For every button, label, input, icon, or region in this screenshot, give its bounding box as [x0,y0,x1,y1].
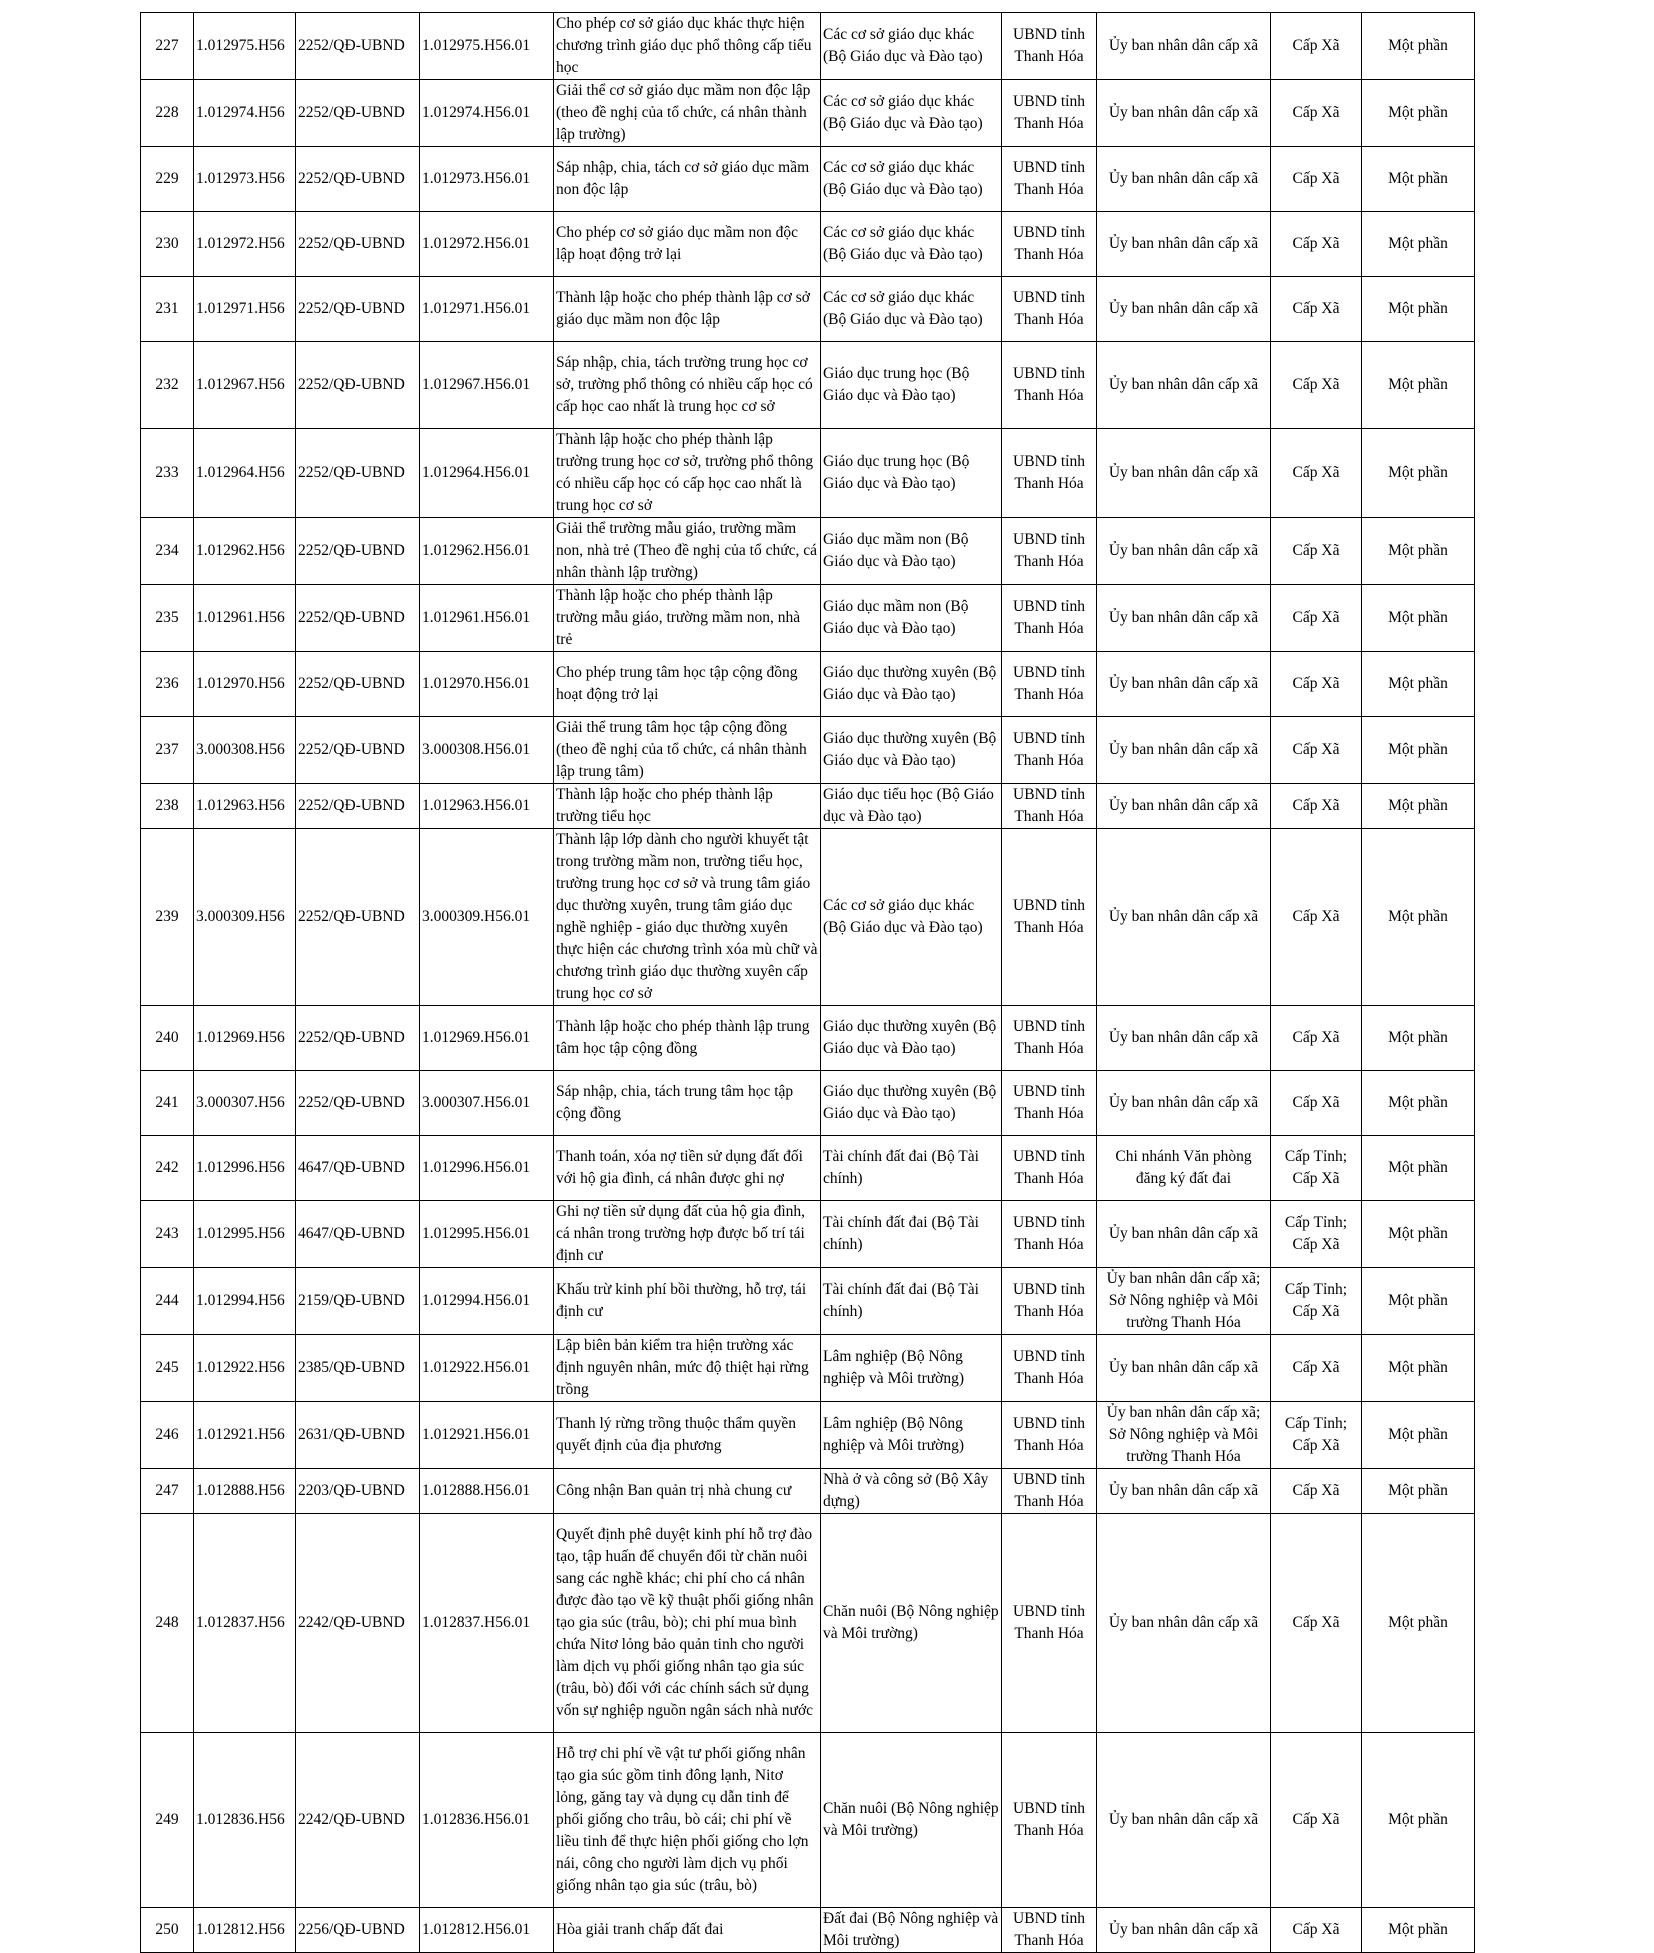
table-row [141,717,1475,784]
cell-agency: Ủy ban nhân dân cấp xã [1097,652,1271,717]
cell-agency: Ủy ban nhân dân cấp xã [1097,1201,1271,1268]
cell-procedure-name: Giải thể trung tâm học tập cộng đồng (theo đề nghị của tổ chức, cá nhân thành lập trung tâm) [554,717,821,784]
cell-stt: 227 [141,13,194,80]
procedure-table [140,12,1475,1953]
table-row [141,1402,1475,1469]
cell-authority: UBND tỉnh Thanh Hóa [1002,784,1097,829]
cell-procedure-name: Quyết định phê duyệt kinh phí hỗ trợ đào tạo, tập huấn để chuyển đổi từ chăn nuôi sang các nghề khác; chi phí cho cá nhân được đào tạo về kỹ thuật phối giống nhân tạo gia súc (trâu, bò); chi phí mua bình chứa Nitơ lỏng bảo quản tinh cho người làm dịch vụ phối giống nhân tạo gia súc (trâu, bò) đối với các chính sách sử dụng vốn sự nghiệp nguồn ngân sách nhà nước [554,1514,821,1733]
cell-decision-number: 2252/QĐ-UBND [296,277,420,342]
cell-decision-number: 2252/QĐ-UBND [296,717,420,784]
cell-field: Giáo dục trung học (Bộ Giáo dục và Đào tạo) [821,429,1002,518]
cell-field: Giáo dục trung học (Bộ Giáo dục và Đào tạo) [821,342,1002,429]
cell-service-mode: Một phần [1362,429,1475,518]
table-row [141,1335,1475,1402]
cell-decision-number: 4647/QĐ-UBND [296,1136,420,1201]
cell-decision-number: 2252/QĐ-UBND [296,1006,420,1071]
cell-service-mode: Một phần [1362,342,1475,429]
cell-authority: UBND tỉnh Thanh Hóa [1002,585,1097,652]
cell-level: Cấp Xã [1271,212,1362,277]
cell-stt: 239 [141,829,194,1006]
cell-procedure-subcode: 1.012969.H56.01 [420,1006,554,1071]
cell-procedure-name: Thanh lý rừng trồng thuộc thẩm quyền quyết định của địa phương [554,1402,821,1469]
cell-service-mode: Một phần [1362,1733,1475,1908]
table-row [141,1514,1475,1733]
cell-service-mode: Một phần [1362,147,1475,212]
cell-service-mode: Một phần [1362,784,1475,829]
cell-field: Các cơ sở giáo dục khác (Bộ Giáo dục và Đào tạo) [821,829,1002,1006]
table-row [141,212,1475,277]
cell-field: Chăn nuôi (Bộ Nông nghiệp và Môi trường) [821,1514,1002,1733]
cell-authority: UBND tỉnh Thanh Hóa [1002,1006,1097,1071]
cell-procedure-name: Sáp nhập, chia, tách trung tâm học tập cộng đồng [554,1071,821,1136]
cell-stt: 232 [141,342,194,429]
cell-level: Cấp Xã [1271,1733,1362,1908]
cell-procedure-code: 1.012995.H56 [194,1201,296,1268]
cell-decision-number: 2252/QĐ-UBND [296,829,420,1006]
cell-level: Cấp Xã [1271,1514,1362,1733]
cell-procedure-code: 1.012996.H56 [194,1136,296,1201]
cell-field: Tài chính đất đai (Bộ Tài chính) [821,1268,1002,1335]
cell-authority: UBND tỉnh Thanh Hóa [1002,829,1097,1006]
table-row [141,1469,1475,1514]
cell-agency: Ủy ban nhân dân cấp xã; Sở Nông nghiệp và Môi trường Thanh Hóa [1097,1268,1271,1335]
cell-procedure-code: 3.000307.H56 [194,1071,296,1136]
table-row [141,13,1475,80]
cell-service-mode: Một phần [1362,1136,1475,1201]
table-row [141,829,1475,1006]
cell-procedure-name: Sáp nhập, chia, tách cơ sở giáo dục mầm non độc lập [554,147,821,212]
cell-stt: 236 [141,652,194,717]
cell-field: Tài chính đất đai (Bộ Tài chính) [821,1201,1002,1268]
table-row [141,1268,1475,1335]
cell-procedure-name: Thanh toán, xóa nợ tiền sử dụng đất đối với hộ gia đình, cá nhân được ghi nợ [554,1136,821,1201]
cell-procedure-name: Thành lập hoặc cho phép thành lập cơ sở giáo dục mầm non độc lập [554,277,821,342]
cell-procedure-subcode: 3.000308.H56.01 [420,717,554,784]
cell-procedure-name: Sáp nhập, chia, tách trường trung học cơ sở, trường phổ thông có nhiều cấp học có cấp học cao nhất là trung học cơ sở [554,342,821,429]
cell-decision-number: 2252/QĐ-UBND [296,585,420,652]
cell-procedure-name: Giải thể trường mẫu giáo, trường mầm non, nhà trẻ (Theo đề nghị của tổ chức, cá nhân thành lập trường) [554,518,821,585]
cell-authority: UBND tỉnh Thanh Hóa [1002,13,1097,80]
cell-field: Giáo dục thường xuyên (Bộ Giáo dục và Đào tạo) [821,1006,1002,1071]
cell-decision-number: 2252/QĐ-UBND [296,80,420,147]
cell-stt: 237 [141,717,194,784]
cell-agency: Ủy ban nhân dân cấp xã [1097,1071,1271,1136]
cell-decision-number: 2252/QĐ-UBND [296,212,420,277]
table-row [141,277,1475,342]
cell-service-mode: Một phần [1362,212,1475,277]
cell-field: Đất đai (Bộ Nông nghiệp và Môi trường) [821,1908,1002,1953]
cell-procedure-code: 1.012972.H56 [194,212,296,277]
cell-procedure-subcode: 1.012961.H56.01 [420,585,554,652]
cell-service-mode: Một phần [1362,13,1475,80]
cell-procedure-name: Khấu trừ kinh phí bồi thường, hỗ trợ, tái định cư [554,1268,821,1335]
cell-procedure-name: Cho phép cơ sở giáo dục khác thực hiện chương trình giáo dục phổ thông cấp tiểu học [554,13,821,80]
cell-service-mode: Một phần [1362,585,1475,652]
cell-procedure-code: 3.000309.H56 [194,829,296,1006]
cell-agency: Ủy ban nhân dân cấp xã [1097,717,1271,784]
cell-procedure-code: 1.012962.H56 [194,518,296,585]
cell-stt: 231 [141,277,194,342]
cell-field: Các cơ sở giáo dục khác (Bộ Giáo dục và Đào tạo) [821,277,1002,342]
cell-procedure-code: 1.012974.H56 [194,80,296,147]
cell-agency: Ủy ban nhân dân cấp xã [1097,1733,1271,1908]
cell-procedure-name: Hỗ trợ chi phí về vật tư phối giống nhân tạo gia súc gồm tinh đông lạnh, Nitơ lỏng, găng tay và dụng cụ dẫn tinh để phối giống cho trâu, bò cái; chi phí về liều tinh để thực hiện phối giống cho lợn nái, công cho người làm dịch vụ phối giống nhân tạo gia súc (trâu, bò) [554,1733,821,1908]
cell-decision-number: 2203/QĐ-UBND [296,1469,420,1514]
cell-level: Cấp Xã [1271,1335,1362,1402]
cell-stt: 242 [141,1136,194,1201]
cell-decision-number: 4647/QĐ-UBND [296,1201,420,1268]
cell-procedure-code: 1.012837.H56 [194,1514,296,1733]
cell-agency: Ủy ban nhân dân cấp xã [1097,1335,1271,1402]
cell-agency: Ủy ban nhân dân cấp xã; Sở Nông nghiệp và Môi trường Thanh Hóa [1097,1402,1271,1469]
cell-level: Cấp Tỉnh; Cấp Xã [1271,1402,1362,1469]
cell-procedure-code: 1.012812.H56 [194,1908,296,1953]
cell-procedure-subcode: 1.012812.H56.01 [420,1908,554,1953]
cell-level: Cấp Xã [1271,13,1362,80]
cell-authority: UBND tỉnh Thanh Hóa [1002,652,1097,717]
cell-level: Cấp Tỉnh; Cấp Xã [1271,1136,1362,1201]
table-row [141,1908,1475,1953]
cell-decision-number: 2242/QĐ-UBND [296,1733,420,1908]
cell-procedure-subcode: 1.012962.H56.01 [420,518,554,585]
table-row [141,1136,1475,1201]
cell-stt: 247 [141,1469,194,1514]
cell-level: Cấp Xã [1271,80,1362,147]
cell-agency: Ủy ban nhân dân cấp xã [1097,784,1271,829]
cell-agency: Ủy ban nhân dân cấp xã [1097,585,1271,652]
cell-stt: 228 [141,80,194,147]
cell-service-mode: Một phần [1362,1469,1475,1514]
cell-authority: UBND tỉnh Thanh Hóa [1002,1268,1097,1335]
cell-procedure-subcode: 1.012837.H56.01 [420,1514,554,1733]
cell-procedure-code: 1.012964.H56 [194,429,296,518]
cell-level: Cấp Xã [1271,342,1362,429]
cell-procedure-name: Cho phép trung tâm học tập cộng đồng hoạt động trở lại [554,652,821,717]
cell-procedure-code: 1.012921.H56 [194,1402,296,1469]
cell-service-mode: Một phần [1362,717,1475,784]
cell-service-mode: Một phần [1362,80,1475,147]
cell-procedure-code: 1.012969.H56 [194,1006,296,1071]
table-row [141,1201,1475,1268]
cell-authority: UBND tỉnh Thanh Hóa [1002,277,1097,342]
cell-service-mode: Một phần [1362,1071,1475,1136]
cell-agency: Ủy ban nhân dân cấp xã [1097,1514,1271,1733]
cell-service-mode: Một phần [1362,1402,1475,1469]
cell-agency: Chi nhánh Văn phòng đăng ký đất đai [1097,1136,1271,1201]
cell-decision-number: 2631/QĐ-UBND [296,1402,420,1469]
cell-procedure-name: Công nhận Ban quản trị nhà chung cư [554,1469,821,1514]
cell-decision-number: 2252/QĐ-UBND [296,518,420,585]
table-row [141,1733,1475,1908]
cell-agency: Ủy ban nhân dân cấp xã [1097,147,1271,212]
cell-authority: UBND tỉnh Thanh Hóa [1002,1335,1097,1402]
cell-stt: 241 [141,1071,194,1136]
cell-agency: Ủy ban nhân dân cấp xã [1097,429,1271,518]
cell-authority: UBND tỉnh Thanh Hóa [1002,1136,1097,1201]
cell-decision-number: 2159/QĐ-UBND [296,1268,420,1335]
cell-service-mode: Một phần [1362,1908,1475,1953]
cell-procedure-name: Ghi nợ tiền sử dụng đất của hộ gia đình, cá nhân trong trường hợp được bố trí tái định cư [554,1201,821,1268]
cell-agency: Ủy ban nhân dân cấp xã [1097,212,1271,277]
cell-decision-number: 2252/QĐ-UBND [296,429,420,518]
cell-level: Cấp Xã [1271,784,1362,829]
cell-procedure-subcode: 1.012964.H56.01 [420,429,554,518]
cell-procedure-subcode: 1.012973.H56.01 [420,147,554,212]
cell-decision-number: 2256/QĐ-UBND [296,1908,420,1953]
cell-agency: Ủy ban nhân dân cấp xã [1097,1006,1271,1071]
cell-authority: UBND tỉnh Thanh Hóa [1002,1908,1097,1953]
cell-authority: UBND tỉnh Thanh Hóa [1002,1201,1097,1268]
cell-field: Các cơ sở giáo dục khác (Bộ Giáo dục và Đào tạo) [821,212,1002,277]
table-row [141,1006,1475,1071]
cell-field: Các cơ sở giáo dục khác (Bộ Giáo dục và Đào tạo) [821,80,1002,147]
cell-level: Cấp Tỉnh; Cấp Xã [1271,1201,1362,1268]
table-row [141,429,1475,518]
cell-level: Cấp Tỉnh; Cấp Xã [1271,1268,1362,1335]
cell-decision-number: 2242/QĐ-UBND [296,1514,420,1733]
cell-procedure-code: 1.012888.H56 [194,1469,296,1514]
cell-decision-number: 2252/QĐ-UBND [296,784,420,829]
cell-agency: Ủy ban nhân dân cấp xã [1097,277,1271,342]
cell-procedure-subcode: 1.012921.H56.01 [420,1402,554,1469]
cell-field: Các cơ sở giáo dục khác (Bộ Giáo dục và Đào tạo) [821,147,1002,212]
cell-procedure-subcode: 1.012974.H56.01 [420,80,554,147]
table-row [141,342,1475,429]
cell-procedure-code: 1.012994.H56 [194,1268,296,1335]
cell-field: Lâm nghiệp (Bộ Nông nghiệp và Môi trường) [821,1335,1002,1402]
cell-level: Cấp Xã [1271,1071,1362,1136]
table-row [141,147,1475,212]
cell-procedure-name: Cho phép cơ sở giáo dục mầm non độc lập hoạt động trở lại [554,212,821,277]
cell-service-mode: Một phần [1362,277,1475,342]
cell-procedure-code: 1.012836.H56 [194,1733,296,1908]
cell-level: Cấp Xã [1271,429,1362,518]
cell-level: Cấp Xã [1271,147,1362,212]
cell-level: Cấp Xã [1271,717,1362,784]
cell-level: Cấp Xã [1271,518,1362,585]
cell-decision-number: 2252/QĐ-UBND [296,1071,420,1136]
cell-decision-number: 2252/QĐ-UBND [296,652,420,717]
cell-stt: 234 [141,518,194,585]
table-row [141,1071,1475,1136]
cell-procedure-name: Thành lập hoặc cho phép thành lập trung tâm học tập cộng đồng [554,1006,821,1071]
cell-stt: 233 [141,429,194,518]
cell-service-mode: Một phần [1362,652,1475,717]
cell-procedure-name: Thành lập hoặc cho phép thành lập trường tiểu học [554,784,821,829]
cell-procedure-code: 1.012970.H56 [194,652,296,717]
cell-stt: 229 [141,147,194,212]
cell-decision-number: 2252/QĐ-UBND [296,147,420,212]
cell-procedure-code: 1.012961.H56 [194,585,296,652]
cell-stt: 235 [141,585,194,652]
cell-field: Giáo dục tiểu học (Bộ Giáo dục và Đào tạo) [821,784,1002,829]
cell-service-mode: Một phần [1362,1201,1475,1268]
cell-authority: UBND tỉnh Thanh Hóa [1002,147,1097,212]
cell-field: Giáo dục thường xuyên (Bộ Giáo dục và Đào tạo) [821,652,1002,717]
table-row [141,784,1475,829]
cell-authority: UBND tỉnh Thanh Hóa [1002,518,1097,585]
cell-field: Tài chính đất đai (Bộ Tài chính) [821,1136,1002,1201]
cell-procedure-code: 1.012963.H56 [194,784,296,829]
cell-procedure-subcode: 1.012996.H56.01 [420,1136,554,1201]
table-row [141,652,1475,717]
cell-stt: 249 [141,1733,194,1908]
cell-procedure-subcode: 3.000307.H56.01 [420,1071,554,1136]
cell-stt: 248 [141,1514,194,1733]
cell-procedure-code: 1.012971.H56 [194,277,296,342]
cell-stt: 250 [141,1908,194,1953]
cell-procedure-subcode: 1.012963.H56.01 [420,784,554,829]
cell-agency: Ủy ban nhân dân cấp xã [1097,342,1271,429]
cell-service-mode: Một phần [1362,1335,1475,1402]
cell-procedure-subcode: 1.012994.H56.01 [420,1268,554,1335]
cell-stt: 244 [141,1268,194,1335]
cell-authority: UBND tỉnh Thanh Hóa [1002,212,1097,277]
cell-decision-number: 2252/QĐ-UBND [296,342,420,429]
cell-procedure-code: 1.012973.H56 [194,147,296,212]
cell-authority: UBND tỉnh Thanh Hóa [1002,80,1097,147]
cell-authority: UBND tỉnh Thanh Hóa [1002,1469,1097,1514]
cell-authority: UBND tỉnh Thanh Hóa [1002,429,1097,518]
cell-level: Cấp Xã [1271,1006,1362,1071]
cell-field: Giáo dục thường xuyên (Bộ Giáo dục và Đào tạo) [821,717,1002,784]
cell-level: Cấp Xã [1271,652,1362,717]
cell-procedure-subcode: 3.000309.H56.01 [420,829,554,1006]
cell-level: Cấp Xã [1271,277,1362,342]
cell-procedure-subcode: 1.012975.H56.01 [420,13,554,80]
cell-agency: Ủy ban nhân dân cấp xã [1097,80,1271,147]
cell-authority: UBND tỉnh Thanh Hóa [1002,717,1097,784]
cell-level: Cấp Xã [1271,585,1362,652]
cell-procedure-subcode: 1.012971.H56.01 [420,277,554,342]
cell-level: Cấp Xã [1271,829,1362,1006]
cell-procedure-subcode: 1.012922.H56.01 [420,1335,554,1402]
cell-service-mode: Một phần [1362,829,1475,1006]
cell-stt: 246 [141,1402,194,1469]
cell-procedure-name: Giải thể cơ sở giáo dục mầm non độc lập (theo đề nghị của tổ chức, cá nhân thành lập trường) [554,80,821,147]
cell-agency: Ủy ban nhân dân cấp xã [1097,518,1271,585]
cell-stt: 243 [141,1201,194,1268]
cell-stt: 230 [141,212,194,277]
cell-procedure-name: Lập biên bản kiểm tra hiện trường xác định nguyên nhân, mức độ thiệt hại rừng trồng [554,1335,821,1402]
cell-stt: 240 [141,1006,194,1071]
cell-service-mode: Một phần [1362,1268,1475,1335]
cell-level: Cấp Xã [1271,1908,1362,1953]
cell-authority: UBND tỉnh Thanh Hóa [1002,1071,1097,1136]
cell-procedure-subcode: 1.012995.H56.01 [420,1201,554,1268]
cell-authority: UBND tỉnh Thanh Hóa [1002,1402,1097,1469]
cell-service-mode: Một phần [1362,518,1475,585]
cell-field: Chăn nuôi (Bộ Nông nghiệp và Môi trường) [821,1733,1002,1908]
cell-service-mode: Một phần [1362,1514,1475,1733]
table-row [141,80,1475,147]
cell-procedure-subcode: 1.012836.H56.01 [420,1733,554,1908]
table-row [141,585,1475,652]
cell-procedure-code: 1.012975.H56 [194,13,296,80]
cell-field: Nhà ở và công sở (Bộ Xây dựng) [821,1469,1002,1514]
cell-procedure-name: Thành lập hoặc cho phép thành lập trường mẫu giáo, trường mầm non, nhà trẻ [554,585,821,652]
cell-authority: UBND tỉnh Thanh Hóa [1002,342,1097,429]
cell-procedure-subcode: 1.012970.H56.01 [420,652,554,717]
table-row [141,518,1475,585]
cell-procedure-code: 1.012967.H56 [194,342,296,429]
cell-procedure-subcode: 1.012888.H56.01 [420,1469,554,1514]
cell-procedure-name: Hòa giải tranh chấp đất đai [554,1908,821,1953]
cell-procedure-subcode: 1.012972.H56.01 [420,212,554,277]
cell-agency: Ủy ban nhân dân cấp xã [1097,829,1271,1006]
cell-field: Giáo dục mầm non (Bộ Giáo dục và Đào tạo) [821,518,1002,585]
cell-service-mode: Một phần [1362,1006,1475,1071]
cell-decision-number: 2252/QĐ-UBND [296,13,420,80]
cell-decision-number: 2385/QĐ-UBND [296,1335,420,1402]
cell-field: Giáo dục mầm non (Bộ Giáo dục và Đào tạo) [821,585,1002,652]
cell-stt: 245 [141,1335,194,1402]
cell-authority: UBND tỉnh Thanh Hóa [1002,1733,1097,1908]
cell-procedure-code: 3.000308.H56 [194,717,296,784]
cell-procedure-code: 1.012922.H56 [194,1335,296,1402]
cell-field: Các cơ sở giáo dục khác (Bộ Giáo dục và Đào tạo) [821,13,1002,80]
cell-procedure-name: Thành lập lớp dành cho người khuyết tật trong trường mầm non, trường tiểu học, trường trung học cơ sở và trung tâm giáo dục thường xuyên, trung tâm giáo dục nghề nghiệp - giáo dục thường xuyên thực hiện các chương trình xóa mù chữ và chương trình giáo dục thường xuyên cấp trung học cơ sở [554,829,821,1006]
cell-field: Lâm nghiệp (Bộ Nông nghiệp và Môi trường) [821,1402,1002,1469]
cell-procedure-subcode: 1.012967.H56.01 [420,342,554,429]
cell-stt: 238 [141,784,194,829]
cell-agency: Ủy ban nhân dân cấp xã [1097,1469,1271,1514]
cell-agency: Ủy ban nhân dân cấp xã [1097,1908,1271,1953]
cell-agency: Ủy ban nhân dân cấp xã [1097,13,1271,80]
cell-procedure-name: Thành lập hoặc cho phép thành lập trường trung học cơ sở, trường phổ thông có nhiều cấp học có cấp học cao nhất là trung học cơ sở [554,429,821,518]
cell-level: Cấp Xã [1271,1469,1362,1514]
cell-authority: UBND tỉnh Thanh Hóa [1002,1514,1097,1733]
cell-field: Giáo dục thường xuyên (Bộ Giáo dục và Đào tạo) [821,1071,1002,1136]
